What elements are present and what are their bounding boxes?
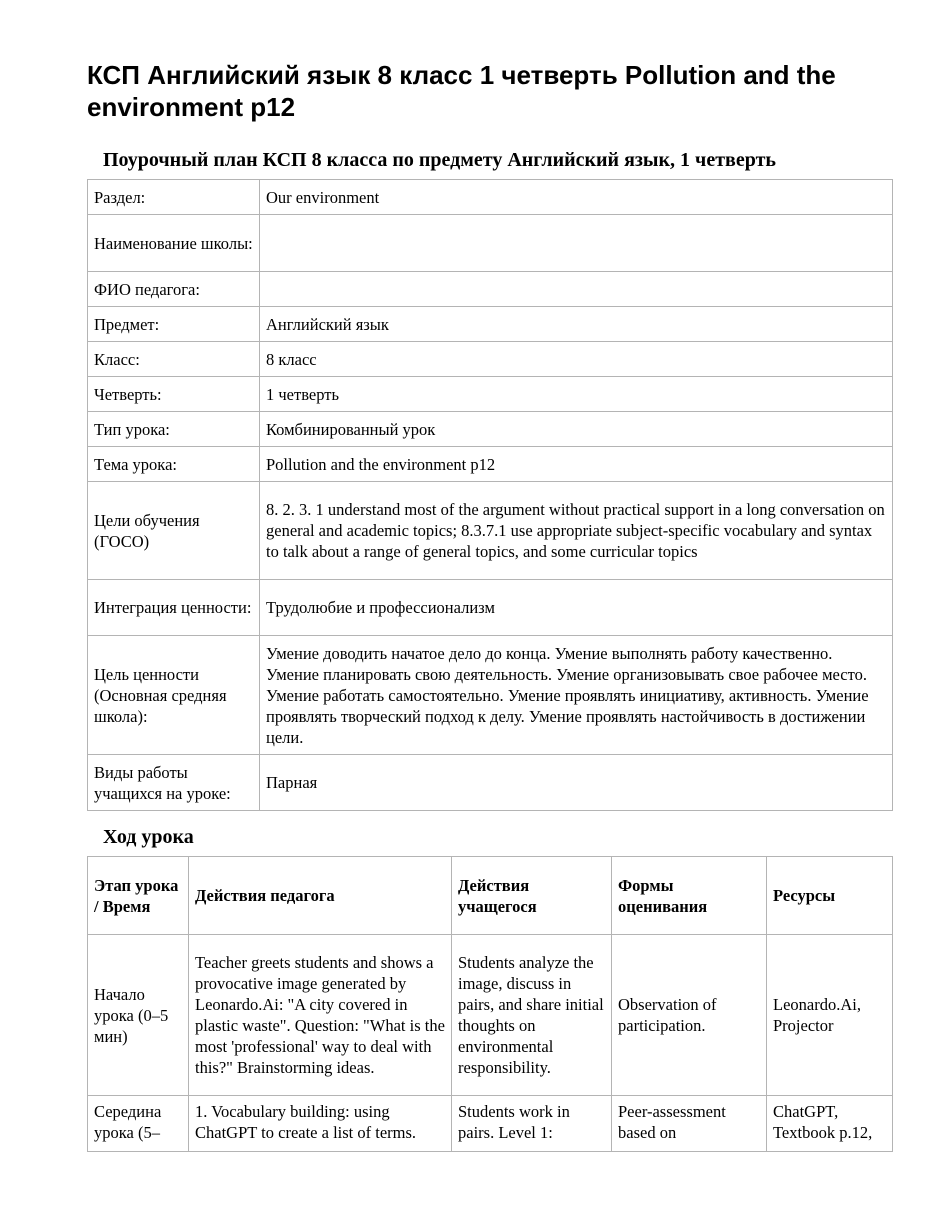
stage-cell: Середина урока (5– xyxy=(88,1096,189,1152)
info-value: Парная xyxy=(260,755,893,811)
info-row-school xyxy=(88,215,893,272)
page-title: КСП Английский язык 8 класс 1 четверть Pollution and the environment p12 xyxy=(87,60,836,122)
student-actions-cell: Students analyze the image, discuss in pairs, and share initial thoughts on environmental responsibility. xyxy=(452,935,612,1096)
resources-cell: Leonardo.Ai, Projector xyxy=(767,935,893,1096)
info-value: Комбинированный урок xyxy=(260,412,893,447)
info-label: Класс: xyxy=(88,342,260,377)
info-value: Трудолюбие и профессионализм xyxy=(260,580,893,636)
info-label: Наименование школы: xyxy=(88,215,260,272)
lesson-table-header-row xyxy=(88,857,893,935)
info-value xyxy=(260,272,893,307)
info-row-topic xyxy=(88,447,893,482)
info-row-section xyxy=(88,180,893,215)
info-value: 1 четверть xyxy=(260,377,893,412)
info-label: Тема урока: xyxy=(88,447,260,482)
column-header-assessment: Формы оценивания xyxy=(612,857,767,935)
column-header-resources: Ресурсы xyxy=(767,857,893,935)
resources-cell: ChatGPT, Textbook p.12, xyxy=(767,1096,893,1152)
info-value: Pollution and the environment p12 xyxy=(260,447,893,482)
column-header-stage: Этап урока / Время xyxy=(88,857,189,935)
lesson-progress-table xyxy=(87,856,893,1152)
info-label: Виды работы учащихся на уроке: xyxy=(88,755,260,811)
lesson-progress-heading: Ход урока xyxy=(103,826,194,848)
info-row-work-types xyxy=(88,755,893,811)
lesson-info-table xyxy=(87,179,893,811)
student-actions-cell: Students work in pairs. Level 1: xyxy=(452,1096,612,1152)
info-label: ФИО педагога: xyxy=(88,272,260,307)
info-label: Цели обучения (ГОСО) xyxy=(88,482,260,580)
info-label: Тип урока: xyxy=(88,412,260,447)
info-label: Интеграция ценности: xyxy=(88,580,260,636)
info-value: 8 класс xyxy=(260,342,893,377)
info-value xyxy=(260,215,893,272)
info-value: Английский язык xyxy=(260,307,893,342)
info-row-values xyxy=(88,580,893,636)
assessment-cell: Observation of participation. xyxy=(612,935,767,1096)
assessment-cell: Peer-assessment based on xyxy=(612,1096,767,1152)
info-value: Our environment xyxy=(260,180,893,215)
plan-subtitle: Поурочный план КСП 8 класса по предмету Английский язык, 1 четверть xyxy=(103,149,776,171)
table-row xyxy=(88,1096,893,1152)
teacher-actions-cell: 1. Vocabulary building: using ChatGPT to create a list of terms. xyxy=(189,1096,452,1152)
info-row-lesson-type xyxy=(88,412,893,447)
table-row xyxy=(88,935,893,1096)
info-label: Четверть: xyxy=(88,377,260,412)
info-row-value-goal xyxy=(88,636,893,755)
info-value: Умение доводить начатое дело до конца. Умение выполнять работу качественно. Умение планировать свою деятельность. Умение организовывать свое рабочее место. Умение работать самостоятельно. Умение проявлять инициативу, активность. Умение проявлять творческий подход к делу. Умение проявлять настойчивость в достижении цели. xyxy=(260,636,893,755)
column-header-student: Действия учащегося xyxy=(452,857,612,935)
info-row-quarter xyxy=(88,377,893,412)
stage-cell: Начало урока (0–5 мин) xyxy=(88,935,189,1096)
info-row-objectives xyxy=(88,482,893,580)
info-label: Раздел: xyxy=(88,180,260,215)
info-row-subject xyxy=(88,307,893,342)
info-label: Цель ценности (Основная средняя школа): xyxy=(88,636,260,755)
info-label: Предмет: xyxy=(88,307,260,342)
column-header-teacher: Действия педагога xyxy=(189,857,452,935)
info-row-teacher xyxy=(88,272,893,307)
teacher-actions-cell: Teacher greets students and shows a provocative image generated by Leonardo.Ai: "A city covered in plastic waste". Question: "What is the most 'professional' way to deal with this?" Brainstorming ideas. xyxy=(189,935,452,1096)
info-value: 8. 2. 3. 1 understand most of the argument without practical support in a long conversation on general and academic topics; 8.3.7.1 use appropriate subject-specific vocabulary and syntax to talk about a range of general topics, and some curricular topics xyxy=(260,482,893,580)
info-row-class xyxy=(88,342,893,377)
